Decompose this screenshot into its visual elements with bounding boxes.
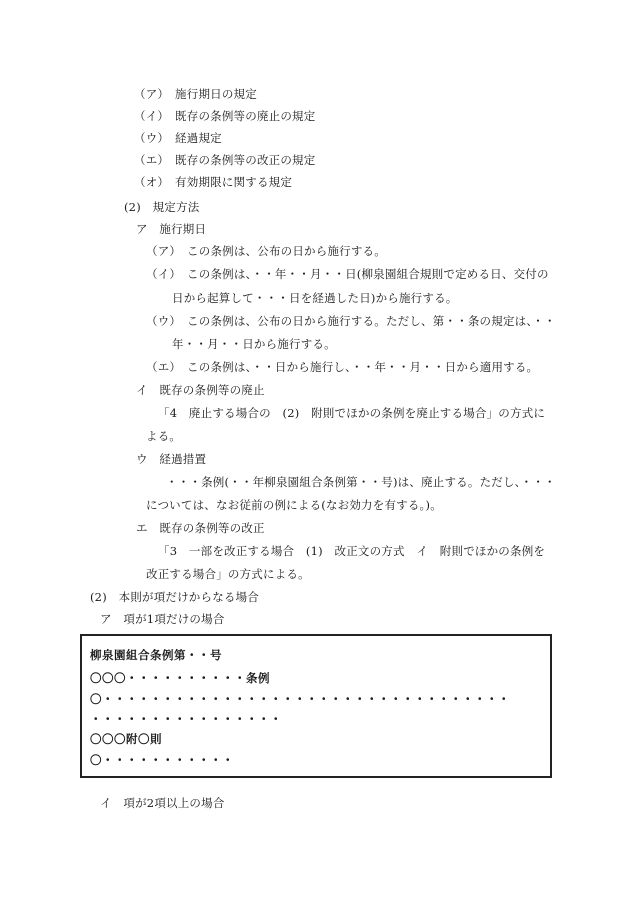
- paragraph-line: ・・・条例(・・年柳泉園組合条例第・・号)は、廃止する。ただし、・・・: [166, 475, 556, 489]
- example-body-line: 〇・・・・・・・・・・・・・・・・・・・・・・・・・・・・・・・・・・: [90, 692, 510, 706]
- example-law-number: 柳泉園組合条例第・・号: [90, 648, 222, 662]
- subsection-heading: イ 既存の条例等の廃止: [136, 383, 265, 397]
- subsection-heading: ア 項が1項だけの場合: [100, 612, 225, 626]
- list-item-u: （ウ） 経過規定: [134, 131, 222, 145]
- list-item-o: （オ） 有効期限に関する規定: [134, 175, 293, 189]
- list-item-i: （イ） 既存の条例等の廃止の規定: [134, 109, 316, 123]
- paragraph-line: （ウ） この条例は、公布の日から施行する。ただし、第・・条の規定は、・・: [146, 314, 556, 328]
- section-heading: (2) 本則が項だけからなる場合: [90, 590, 259, 604]
- list-item-a: （ア） 施行期日の規定: [134, 87, 257, 101]
- example-body-line: ・・・・・・・・・・・・・・・・: [90, 712, 282, 726]
- paragraph-line: （エ） この条例は、・・日から施行し、・・年・・月・・日から適用する。: [146, 360, 539, 374]
- paragraph-line: よる。: [146, 429, 182, 443]
- paragraph-line: 改正する場合」の方式による。: [146, 567, 310, 581]
- paragraph-line: （ア） この条例は、公布の日から施行する。: [146, 244, 386, 258]
- paragraph-line: 年・・月・・日から施行する。: [172, 337, 336, 351]
- subsection-heading: エ 既存の条例等の改正: [136, 521, 265, 535]
- paragraph-line: については、なお従前の例による(なお効力を有する。)。: [146, 498, 442, 512]
- example-supplementary-line: 〇・・・・・・・・・・・: [90, 753, 234, 767]
- paragraph-line: 「3 一部を改正する場合 (1) 改正文の方式 イ 附則でほかの条例を: [158, 544, 546, 558]
- paragraph-line: 日から起算して・・・日を経過した日)から施行する。: [172, 291, 458, 305]
- example-law-title: 〇〇〇・・・・・・・・・・条例: [90, 671, 270, 685]
- section-heading: (2) 規定方法: [124, 200, 200, 214]
- subsection-heading: ア 施行期日: [136, 222, 207, 236]
- subsection-heading: ウ 経過措置: [136, 452, 207, 466]
- example-supplementary-heading: 〇〇〇附〇則: [90, 732, 162, 746]
- subsection-heading: イ 項が2項以上の場合: [100, 796, 225, 810]
- list-item-e: （エ） 既存の条例等の改正の規定: [134, 153, 316, 167]
- paragraph-line: （イ） この条例は、・・年・・月・・日(柳泉園組合規則で定める日、交付の: [146, 267, 549, 281]
- example-box: [80, 634, 552, 778]
- paragraph-line: 「4 廃止する場合の (2) 附則でほかの条例を廃止する場合」の方式に: [158, 406, 546, 420]
